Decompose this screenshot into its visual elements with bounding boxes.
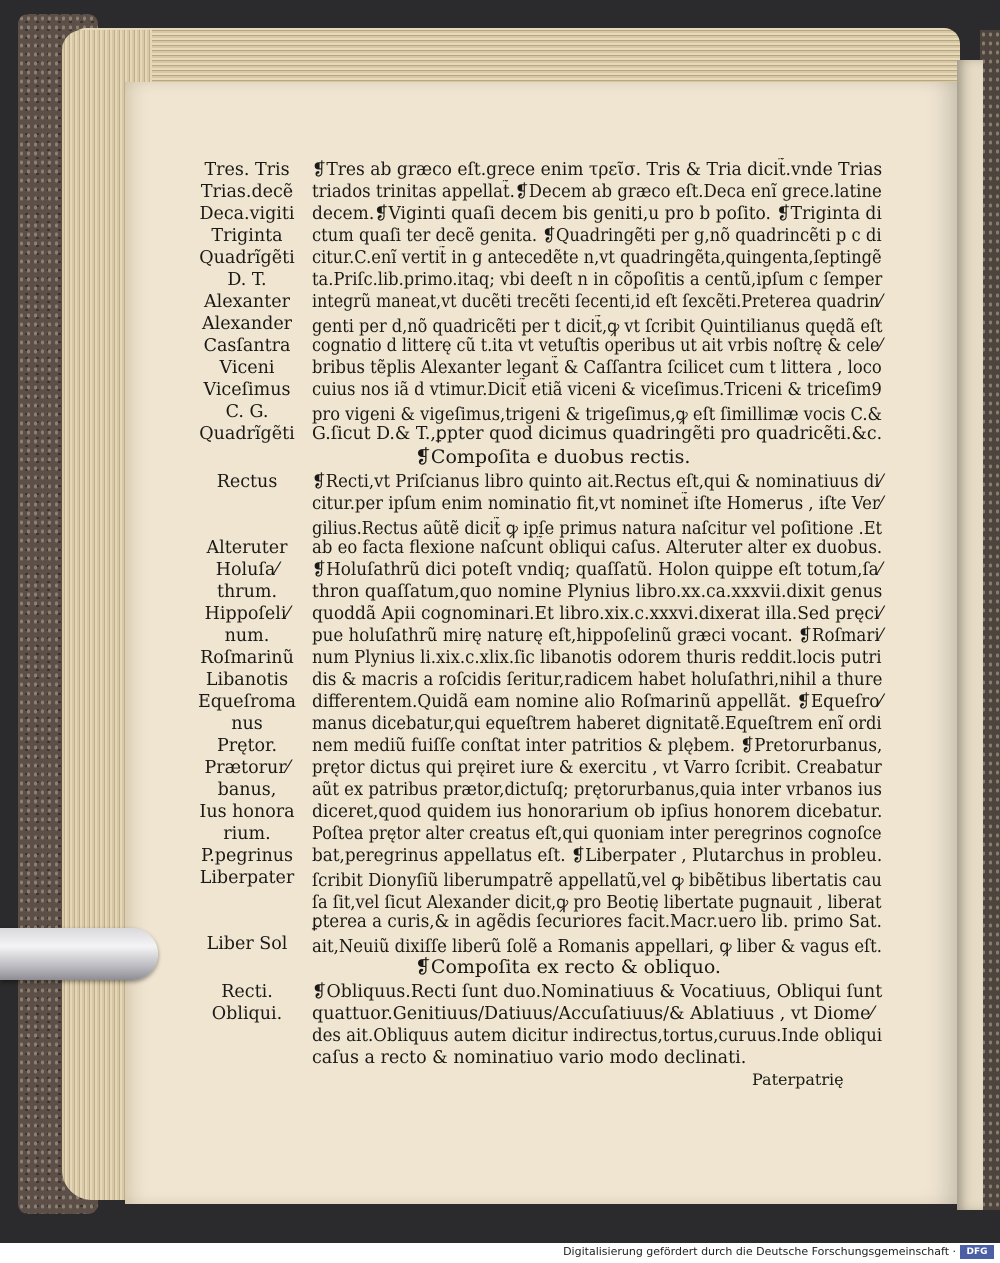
margin-note: Prætorur⁄: [204, 758, 290, 778]
margin-note: P.pegrinus: [200, 846, 294, 866]
text-line: diceret,quod quidem ius honorarium ob ipſius honorem dicebatur.: [312, 802, 883, 822]
text-line: ❡Tres ab græco eſt.grece enim τρεῖσ. Tris & Tria dicit̃.vnde Trias: [312, 160, 883, 180]
margin-note: Triginta: [211, 226, 283, 246]
text-line: des ait.Obliquus autem dicitur indirectus,tortus,curuus.Inde obliqui: [312, 1026, 883, 1046]
margin-note: Obliqui.: [211, 1004, 283, 1024]
catchword: Paterpatrię: [752, 1070, 844, 1089]
margin-note: Recti.: [221, 982, 273, 1002]
text-line: decem.❡Viginti quaſi decem bis geniti,u pro b poſito. ❡Triginta di: [312, 204, 882, 224]
text-line: quoddã Apii cognominari.Et libro.xix.c.xxxvi.dixerat illa.Sed pręci⁄: [312, 604, 883, 624]
text-line: G.ſicut D.& T.,ꝑpter quod dicimus quadringẽti pro quadricẽti.&c.: [312, 424, 883, 444]
text-line: ꝑterea a curis,& in agẽdis ſecuriores facit.Macr.uero lib. primo Sat.: [312, 912, 882, 932]
text-line: ait,Neuiũ dixiſſe liberũ ſolẽ a Romanis appellari, ꝙ liber & vagus eſt.: [312, 937, 882, 957]
page-edges-top: [70, 28, 960, 83]
text-line: integrũ maneat,vt ducẽti trecẽti ſecenti,id eſt ſexcẽti.Preterea quadrin⁄: [312, 292, 882, 312]
margin-note: D. T.: [227, 270, 267, 290]
page-holder-clip: [0, 928, 158, 980]
text-line: quattuor.Genitiuus/Datiuus/Accuſatiuus/& Ablatiuus , vt Diome⁄: [312, 1004, 874, 1024]
text-line: ❡Holuſathrũ dici poteſt vndiq; quaſſatũ. Holon quippe eſt totum,ſa⁄: [312, 560, 882, 580]
margin-note: Deca.vigiti: [199, 204, 295, 224]
margin-note: num.: [224, 626, 270, 646]
text-line: thron quaſſatum,quo nomine Plynius libro.xx.ca.xxxvii.dixit genus: [312, 582, 883, 602]
text-line: gilius.Rectus aũtẽ dicit̃ ꝙ ipſe primus natura naſcitur vel poſitione .Et: [312, 519, 883, 539]
margin-note: Viceſimus: [203, 380, 291, 400]
margin-note: Prętor.: [216, 736, 278, 756]
text-line: bribus tẽplis Alexanter legant̃ & Caſſantra ſcilicet cum t littera , loco: [312, 358, 882, 378]
text-line: manus dicebatur,qui equeſtrem haberet dignitatẽ.Equeſtrem enĩ ordi: [312, 714, 882, 734]
margin-note: Holuſa⁄: [215, 560, 279, 580]
margin-note: nus: [231, 714, 263, 734]
dfg-logo-icon: DFG: [960, 1245, 994, 1259]
text-line: Poſtea prętor alter creatus eſt,qui quoniam inter peregrinos cognoſce: [312, 824, 882, 844]
book-cover-right: [980, 30, 1000, 1210]
margin-note: Alexanter: [204, 292, 290, 312]
text-line: caſus a recto & nominatiuo vario modo declinati.: [312, 1048, 747, 1068]
margin-note: Quadrĩgẽti: [199, 424, 295, 444]
margin-note: Hippoſeli⁄: [204, 604, 290, 624]
margin-note: Alteruter: [206, 538, 288, 558]
facing-page-edge: [957, 60, 983, 1210]
text-line: cuius nos iã d vtimur.Dicit̃ etiã viceni & viceſimus.Triceni & triceſim9: [312, 380, 882, 400]
text-line: prętor dictus qui pręiret iure & exercitu , vt Varro ſcribit. Creabatur: [312, 758, 882, 778]
margin-note: Alexander: [201, 314, 293, 334]
margin-note: Liber Sol: [206, 934, 288, 954]
margin-note: rium.: [223, 824, 271, 844]
text-line: dis & macris a roſcidis ſeritur,radicem habet holuſathri,nihil a thure: [312, 670, 883, 690]
text-line: ſa ſit,vel ſicut Alexander dicit,ꝙ pro Beotię libertate pugnauit , liberat: [312, 893, 882, 913]
margin-note: thrum.: [216, 582, 278, 602]
text-line: bat,peregrinus appellatus eſt. ❡Liberpater , Plutarchus in probleu.: [312, 846, 883, 866]
margin-note: Equeſroma: [197, 692, 296, 712]
text-line: pro vigeni & vigeſimus,trigeni & trigeſimus,ꝙ eſt ſimillimæ vocis C.&: [312, 405, 883, 425]
margin-note: Trias.decẽ: [200, 182, 294, 202]
text-line: ſcribit Dionyſiũ liberumpatrẽ appellatũ,vel ꝙ bibẽtibus libertatis cau: [312, 871, 882, 891]
text-line: ta.Priſc.lib.primo.itaq; vbi deeſt n in cõpoſitis a centũ,ipſum c ſemper: [312, 270, 883, 290]
margin-note: Ius honora: [199, 802, 295, 822]
text-line: ❡Obliquus.Recti ſunt duo.Nominatiuus & Vocatiuus, Obliqui ſunt: [312, 982, 883, 1002]
text-line: num Plynius li.xix.c.xlix.ſic libanotis odorem thuris reddit.locis putri: [312, 648, 882, 668]
margin-note: Viceni: [219, 358, 275, 378]
margin-note: Libanotis: [205, 670, 289, 690]
text-line: cognatio d litterę cũ t.ita vt vetuſtis operibus ut ait vrbis noſtrę & cele⁄: [312, 336, 883, 356]
text-line: ab eo facta flexione naſcunt̃ obliqui caſus. Alteruter alter ex duobus.: [312, 538, 883, 558]
margin-note: Rectus: [216, 472, 278, 492]
text-line: differentem.Quidã eam nomine alio Roſmarinũ appellãt. ❡Equeſro⁄: [312, 692, 883, 712]
text-line: triados trinitas appellat̃.❡Decem ab græco eſt.Deca enĩ grece.latine: [312, 182, 882, 202]
margin-note: banus,: [217, 780, 277, 800]
text-line: citur.C.enĩ vertit̃ in g antecedẽte n,vt quadringẽta,quingenta,ſeptingẽ: [312, 248, 882, 268]
funding-credit: Digitalisierung gefördert durch die Deutsche Forschungsgemeinschaft ·: [563, 1245, 956, 1258]
text-line: pue holuſathrũ mirę naturę eſt,hippoſelinũ græci vocant. ❡Roſmari⁄: [312, 626, 883, 646]
margin-note: Liberpater: [199, 868, 295, 888]
margin-note: Roſmarinũ: [200, 648, 294, 668]
text-line: genti per d,nõ quadricẽti per t dicit̃,ꝙ vt ſcribit Quintilianus quędã eſt: [312, 317, 883, 337]
margin-note: C. G.: [225, 402, 269, 422]
text-line: aũt ex patribus prætor,dictuſq; prętorurbanus,quia inter vrbanos ius: [312, 780, 882, 800]
margin-note: Tres. Tris: [204, 160, 290, 180]
footer-bar: [0, 1243, 1000, 1263]
section-heading: ❡Compoſita e duobus rectis.: [415, 446, 691, 468]
text-line: ctum quaſi ter decẽ genita. ❡Quadringẽti per g,nõ quadrincẽti p c di: [312, 226, 882, 246]
text-line: citur.per ipſum enim nominatio fit,vt nominet̃ iſte Homerus , iſte Ver⁄: [312, 494, 883, 514]
text-line: nem mediũ fuiſſe conſtat inter patritios & plębem. ❡Pretorurbanus,: [312, 736, 883, 756]
text-line: ❡Recti,vt Priſcianus libro quinto ait.Rectus eſt,qui & nominatiuus di⁄: [312, 472, 883, 492]
margin-note: Casſantra: [203, 336, 291, 356]
margin-note: Quadrĩgẽti: [199, 248, 295, 268]
section-heading: ❡Compoſita ex recto & obliquo.: [415, 956, 721, 978]
